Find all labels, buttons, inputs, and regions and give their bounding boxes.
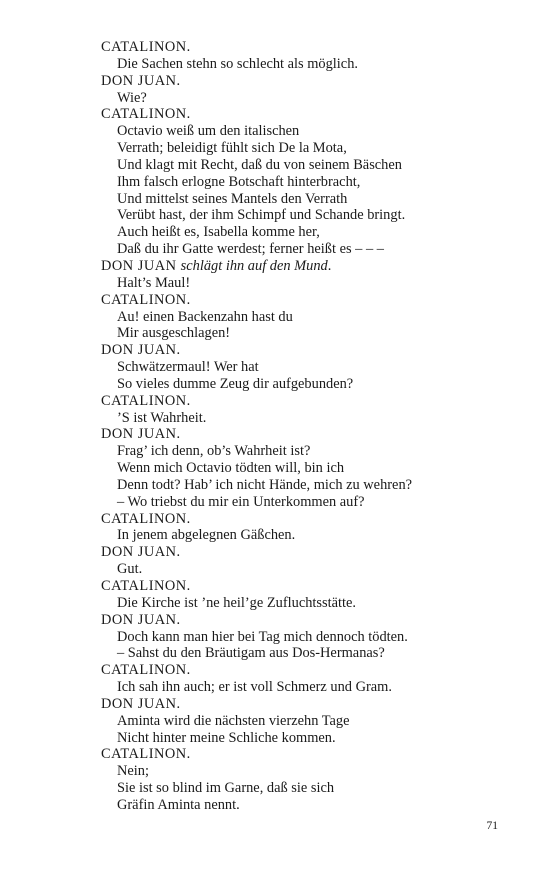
verse-line: Aminta wird die nächsten vierzehn Tage bbox=[117, 712, 350, 729]
speaker-name: CATALINON. bbox=[101, 392, 191, 409]
verse-line: Gräfin Aminta nennt. bbox=[117, 796, 240, 813]
verse-line: Denn todt? Hab’ ich nicht Hände, mich zu wehren? bbox=[117, 476, 413, 493]
speaker-name: DON JUAN. bbox=[101, 611, 181, 628]
verse-line: Au! einen Backenzahn hast du bbox=[117, 308, 293, 325]
verse-line: So vieles dumme Zeug dir aufgebunden? bbox=[117, 375, 354, 392]
verse-line: In jenem abgelegnen Gäßchen. bbox=[117, 527, 296, 544]
verse-line: Ihm falsch erlogne Botschaft hinterbracht, bbox=[117, 173, 361, 190]
stage-direction: schlägt ihn auf den Mund bbox=[180, 257, 328, 274]
verse-line: Nicht hinter meine Schliche kommen. bbox=[117, 729, 336, 746]
verse-line: Daß du ihr Gatte werdest; ferner heißt es – – – bbox=[117, 241, 384, 258]
speaker-name: CATALINON. bbox=[101, 106, 191, 123]
verse-line: Die Sachen stehn so schlecht als möglich. bbox=[117, 55, 358, 72]
speaker-name: DON JUAN bbox=[101, 257, 181, 274]
speaker-name: CATALINON. bbox=[101, 291, 191, 308]
verse-line: – Sahst du den Bräutigam aus Dos-Hermanas? bbox=[117, 645, 385, 662]
verse-line: Schwätzermaul! Wer hat bbox=[117, 359, 259, 376]
verse-line: Gut. bbox=[117, 561, 143, 578]
speaker-name: CATALINON. bbox=[101, 746, 191, 763]
verse-line: Sie ist so blind im Garne, daß sie sich bbox=[117, 780, 335, 797]
verse-line: Und mittelst seines Mantels den Verrath bbox=[117, 190, 348, 207]
verse-line: Halt’s Maul! bbox=[117, 274, 191, 291]
speaker-name: DON JUAN. bbox=[101, 342, 181, 359]
verse-line: Ich sah ihn auch; er ist voll Schmerz und Gram. bbox=[117, 679, 392, 696]
verse-line: Mir ausgeschlagen! bbox=[117, 325, 231, 342]
speaker-name: DON JUAN. bbox=[101, 426, 181, 443]
verse-line: Auch heißt es, Isabella komme her, bbox=[117, 224, 320, 241]
verse-line: Wie? bbox=[117, 89, 147, 106]
verse-line: Wenn mich Octavio tödten will, bin ich bbox=[117, 460, 345, 477]
speaker-name: DON JUAN. bbox=[101, 544, 181, 561]
speaker-name: CATALINON. bbox=[101, 578, 191, 594]
verse-line: Und klagt mit Recht, daß du von seinem Bäschen bbox=[117, 156, 402, 173]
speaker-with-stage-direction bbox=[101, 258, 521, 275]
verse-line: Octavio weiß um den italischen bbox=[117, 123, 300, 140]
verse-line: – Wo triebst du mir ein Unterkommen auf? bbox=[117, 493, 365, 510]
stage-direction-punctuation: . bbox=[327, 257, 332, 274]
verse-line: Nein; bbox=[117, 763, 149, 780]
speaker-name: CATALINON. bbox=[101, 662, 191, 679]
page-number: 71 bbox=[486, 820, 498, 832]
verse-line: ’S ist Wahrheit. bbox=[117, 409, 207, 426]
verse-line: Die Kirche ist ’ne heil’ge Zufluchtsstätte. bbox=[117, 594, 356, 611]
speaker-name: DON JUAN. bbox=[101, 695, 181, 712]
verse-line: Verrath; beleidigt fühlt sich De la Mota, bbox=[117, 140, 347, 157]
speaker-name: DON JUAN. bbox=[101, 72, 181, 89]
dialogue-text-block bbox=[101, 39, 521, 814]
verse-line: Frag’ ich denn, ob’s Wahrheit ist? bbox=[117, 443, 311, 460]
verse-line: Doch kann man hier bei Tag mich dennoch tödten. bbox=[117, 628, 408, 645]
speaker-name: CATALINON. bbox=[101, 39, 191, 55]
verse-line: Verübt hast, der ihm Schimpf und Schande bringt. bbox=[117, 207, 406, 224]
speaker-name: CATALINON. bbox=[101, 510, 191, 527]
